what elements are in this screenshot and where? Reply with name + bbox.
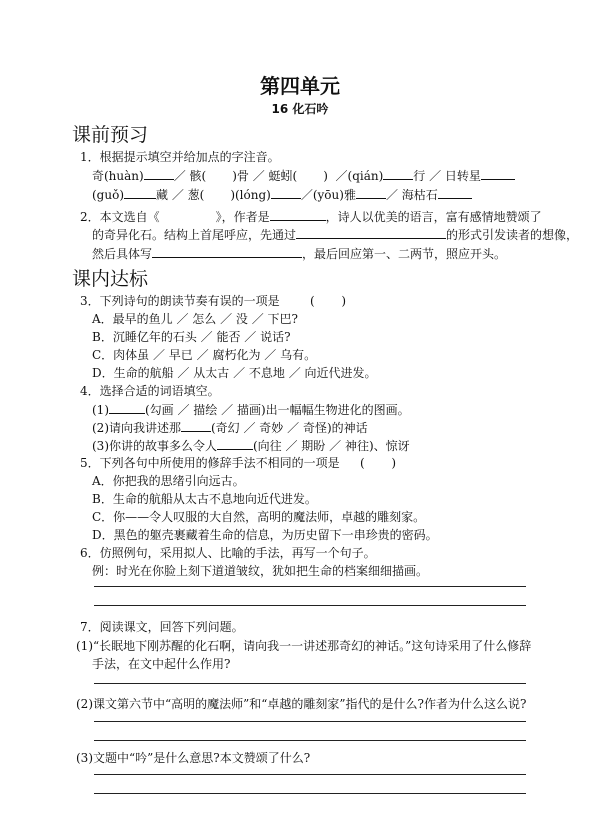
q7-sub1-answer-line[interactable] [94,683,526,684]
q5-option-b: B．生命的航船从太古不息地向近代进发。 [92,492,317,506]
q2-line1-part-c: ，诗人以优美的语言，富有感情地赞颂了 [325,210,542,224]
q1-blank-5[interactable] [481,167,515,180]
q1-blank-8[interactable] [271,186,301,199]
q1-row1-part-b: ／ 骸( [173,169,207,183]
q4-blank-1[interactable] [109,401,145,414]
q1-blank-10[interactable] [438,186,472,199]
q3-option-a: A．最早的鱼儿 ／ 怎么 ／ 没 ／ 下巴? [92,312,298,326]
q1-row2-part-c: )(lóng) [230,188,271,202]
q4-item1-text: (勾画 ／ 描绘 ／ 描画)出一幅幅生物进化的图画。 [145,403,410,417]
q4-item-2 [92,419,368,436]
q5-option-d: D．黑色的躯壳裹藏着生命的信息，为历史留下一串珍贵的密码。 [92,528,438,542]
q1-row1-part-d: ) ／(qián) [323,169,384,183]
q2-blank-content[interactable] [152,245,302,258]
q2-line2-part-a: 的奇异化石。结构上首尾呼应，先通过 [92,228,297,242]
q5-option-c: C．你——令人叹服的大自然，高明的魔法师，卓越的雕刻家。 [92,510,426,524]
q4-item-1 [92,401,410,418]
q1-row1-part-c: )骨 ／ 蜓蚓( [232,169,298,183]
q4-item2-label: (2)请向我讲述那 [92,421,181,435]
q7-sub1-line1: (1)“长眠地下刚苏醒的化石啊，请向我一一讲述那奇幻的神话。”这句诗采用了什么修辞 [76,639,532,653]
q7-sub2: (2)课文第六节中“高明的魔法师”和“卓越的雕刻家”指代的是什么?作者为什么这么说? [76,697,527,711]
q3-option-c: C．肉体虽 ／ 早已 ／ 腐朽化为 ／ 乌有。 [92,348,317,362]
q7-sub3-answer-line-1[interactable] [94,774,526,775]
q6-example: 例：时光在你脸上刻下道道皱纹，犹如把生命的档案细细描画。 [92,564,429,578]
q3-option-b: B．沉睡亿年的石头 ／ 能否 ／ 说话? [92,330,291,344]
q4-blank-2[interactable] [181,419,211,432]
q5-answer-paren[interactable]: ( ) [360,456,397,470]
q1-row2 [92,186,472,203]
q6-answer-line-2[interactable] [94,605,526,606]
q7-sub2-answer-line-2[interactable] [94,740,526,741]
q1-row2-part-e: ／ 海枯石 [385,188,438,202]
section-in-class-heading: 课内达标 [72,268,149,290]
q4-item-3 [92,437,410,454]
q1-row2-part-a: (guǒ) [92,188,124,202]
q7-sub3: (3)文题中“吟”是什么意思?本文赞颂了什么? [76,751,311,765]
q2-line3 [92,245,506,262]
q1-row2-part-d: ／(yōu)雅 [300,188,356,202]
section-preview-heading: 课前预习 [72,124,149,146]
q2-line1-part-a: 2．本文选自《 [80,210,160,224]
q4-item3-text: (向往 ／ 期盼 ／ 神往)、惊讶 [253,439,410,453]
q4-blank-3[interactable] [217,437,253,450]
q4-item3-label: (3)你讲的故事多么令人 [92,439,217,453]
q1-stem: 1．根据提示填空并给加点的字注音。 [80,150,280,164]
q1-blank-4[interactable] [383,167,413,180]
q2-line2 [92,226,578,243]
q7-sub2-answer-line-1[interactable] [94,721,526,722]
unit-title: 第四单元 [260,74,340,98]
q7-sub1-line2: 手法，在文中起什么作用? [92,657,231,671]
q1-blank-9[interactable] [356,186,386,199]
q1-row1-part-e: 行 ／ 日转星 [413,169,481,183]
q4-stem: 4．选择合适的词语填空。 [80,384,220,398]
q5-option-a: A．你把我的思绪引向远古。 [92,474,245,488]
q1-row1 [92,167,515,184]
q3-option-d: D．生命的航船 ／ 从太古 ／ 不息地 ／ 向近代进发。 [92,366,377,380]
q2-line2-part-b: 的形式引发读者的想像， [446,228,579,242]
q4-item2-text: (奇幻 ／ 奇妙 ／ 奇怪)的神话 [211,421,368,435]
q1-blank-1[interactable] [144,167,174,180]
lesson-title: 16 化石吟 [271,102,329,116]
q2-blank-form[interactable] [296,226,446,239]
q2-line1 [80,208,542,225]
q2-line1-part-b: 》，作者是 [215,210,270,224]
q2-blank-author[interactable] [270,208,326,221]
q7-stem: 7．阅读课文，回答下列问题。 [80,620,244,634]
q1-row2-part-b: 藏 ／ 葱( [156,188,205,202]
q7-sub3-answer-line-2[interactable] [94,793,526,794]
q2-line3-part-a: 然后具体写 [92,247,153,261]
q6-stem: 6．仿照例句，采用拟人、比喻的手法，再写一个句子。 [80,546,376,560]
q1-row1-part-a: 奇(huàn) [92,169,144,183]
q3-stem: 3．下列诗句的朗读节奏有误的一项是 [80,294,280,308]
q4-item1-label: (1) [92,403,109,417]
q2-line3-part-b: ，最后回应第一、二两节，照应开头。 [302,247,507,261]
q5-stem: 5．下列各句中所使用的修辞手法不相同的一项是 [80,456,340,470]
q6-answer-line-1[interactable] [94,586,526,587]
q1-blank-6[interactable] [124,186,156,199]
q3-answer-paren[interactable]: ( ) [310,294,347,308]
